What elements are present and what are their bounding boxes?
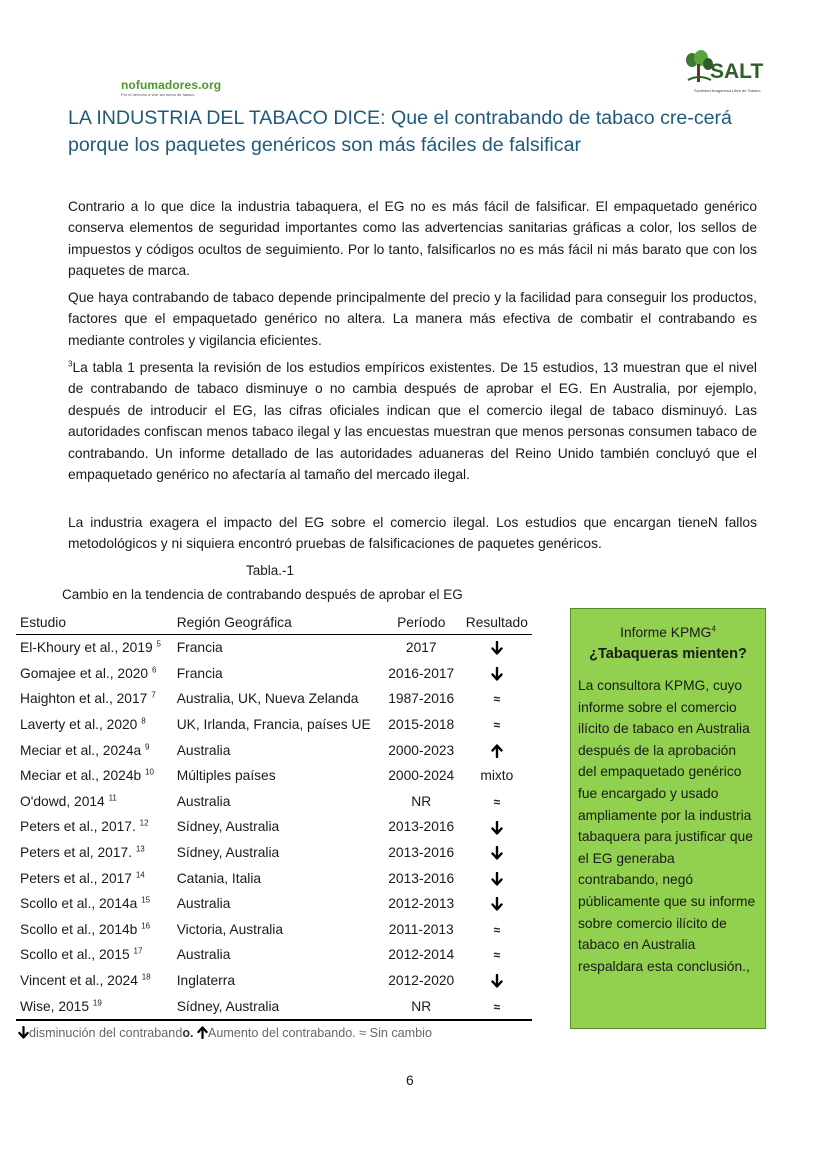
cell-region: Sídney, Australia	[177, 993, 381, 1020]
study-name: Peters et al., 2017	[20, 870, 132, 886]
study-footnote-ref: 7	[151, 690, 156, 700]
logo-tagline: Por el derecho a vivir sin humo de tabaco	[121, 92, 195, 97]
cell-period: 2013-2016	[388, 819, 455, 835]
result-text: ≈	[493, 794, 501, 809]
cell-result	[462, 763, 532, 789]
study-footnote-ref: 13	[135, 844, 145, 854]
result-text: ≈	[493, 718, 501, 733]
cell-result	[462, 686, 532, 712]
table-row	[16, 814, 532, 840]
salt-name: SALT	[710, 60, 764, 83]
table-subtitle: Cambio en la tendencia de contrabando después de aprobar el EG	[62, 587, 463, 602]
table-row	[16, 712, 532, 738]
cell-period: 2012-2014	[388, 947, 455, 963]
study-footnote-ref: 11	[108, 793, 117, 803]
cell-study	[16, 917, 177, 943]
table-row	[16, 891, 532, 917]
cell-period: 1987-2016	[388, 691, 455, 707]
cell-period: 2016-2017	[388, 665, 455, 681]
cell-region: Australia	[176, 793, 231, 809]
paragraph-3-footnote-ref: 3	[68, 359, 73, 369]
paragraph-4-text: La industria exagera el impacto del EG sobre el comercio ilegal. Los estudios que encargan tieneN fallos metodológicos y ni siquiera encontró pruebas de falsificaciones de paquetes genéricos.	[68, 515, 757, 552]
table-row	[16, 840, 532, 866]
arrow-down-icon	[18, 1026, 29, 1039]
study-name: Gomajee et al., 2020	[20, 665, 149, 681]
study-name: Meciar et al., 2024b	[20, 768, 142, 784]
study-name: Haighton et al., 2017	[20, 691, 148, 707]
paragraph-1	[68, 196, 757, 282]
cell-result	[462, 814, 532, 840]
arrow-down-icon	[491, 821, 503, 835]
arrow-down-icon	[491, 974, 503, 988]
table-row	[16, 993, 532, 1020]
sidebox-heading	[578, 623, 758, 643]
page-title: LA INDUSTRIA DEL TABACO DICE: Que el contrabando de tabaco cre-cerá porque los paquetes genéricos son más fáciles de falsificar	[68, 107, 732, 156]
header-period: Período	[381, 610, 462, 635]
study-name: Wise, 2015	[20, 998, 90, 1014]
result-text: mixto	[480, 768, 514, 784]
table-row	[16, 763, 532, 789]
table-row	[16, 737, 532, 763]
cell-region: Sídney, Australia	[176, 845, 280, 861]
cell-study	[16, 686, 177, 712]
nofumadores-logo	[121, 78, 221, 97]
cell-study	[16, 993, 177, 1020]
sidebox-footnote-ref: 4	[711, 624, 716, 634]
table-row	[16, 789, 532, 815]
study-name: Vincent et al., 2024	[20, 973, 138, 989]
cell-period: 2013-2016	[388, 845, 455, 861]
sidebox-text: La consultora KPMG, cuyo informe sobre el comercio ilícito de tabaco en Australia después de la aprobación del empaquetado genérico fue encargado y usado ampliamente por la industria tabaquera para justificar que el EG generaba contrabando, negó públicamente que su informe sobre comercio ilícito de tabaco en Australia respaldara esta conclusión.,	[578, 678, 756, 974]
result-text: ≈	[493, 999, 501, 1014]
cell-region: UK, Irlanda, Francia, países UE	[176, 717, 371, 733]
cell-study	[16, 840, 177, 866]
study-footnote-ref: 18	[141, 972, 151, 982]
cell-region: Múltiples países	[176, 768, 276, 784]
cell-region: Australia	[176, 947, 231, 963]
table-row	[16, 942, 532, 968]
cell-study	[16, 942, 177, 968]
study-footnote-ref: 15	[141, 895, 151, 905]
arrow-down-icon	[491, 872, 503, 886]
table-row	[16, 968, 532, 994]
study-name: Laverty et al., 2020	[20, 717, 138, 733]
table-row	[16, 661, 532, 687]
table-header-row	[16, 610, 532, 635]
study-footnote-ref: 14	[135, 870, 145, 880]
salt-logo	[684, 50, 779, 100]
paragraph-2	[68, 287, 757, 351]
sidebox-heading-text: Informe KPMG	[620, 625, 712, 640]
table-row	[16, 686, 532, 712]
study-footnote-ref: 8	[141, 716, 146, 726]
study-name: Peters et al, 2017.	[20, 845, 132, 861]
legend-increase: Aumento del contrabando.	[208, 1026, 356, 1040]
study-footnote-ref: 19	[92, 998, 102, 1008]
cell-period: 2012-2013	[388, 896, 455, 912]
study-footnote-ref: 12	[139, 818, 149, 828]
cell-region: Francia	[176, 665, 223, 681]
cell-result	[462, 635, 532, 661]
cell-region: Catania, Italia	[176, 870, 262, 886]
cell-period: 2011-2013	[388, 921, 454, 937]
cell-study	[16, 891, 177, 917]
study-name: Meciar et al., 2024a	[20, 742, 142, 758]
arrow-down-icon	[491, 897, 503, 911]
result-text: ≈	[493, 692, 501, 707]
cell-period: 2015-2018	[388, 717, 455, 733]
arrow-down-icon	[491, 641, 503, 655]
cell-result	[462, 942, 532, 968]
cell-period: 2017	[405, 640, 437, 656]
cell-period: NR	[381, 993, 462, 1020]
study-name: Scollo et al., 2014a	[20, 896, 138, 912]
cell-result	[462, 712, 532, 738]
study-name: El-Khoury et al., 2019	[20, 640, 153, 656]
paragraph-3	[68, 357, 757, 485]
cell-result	[462, 993, 532, 1020]
cell-study	[16, 635, 177, 661]
cell-period: NR	[411, 793, 432, 809]
study-footnote-ref: 5	[156, 639, 161, 649]
cell-region: Australia, UK, Nueva Zelanda	[176, 691, 359, 707]
kpmg-sidebox	[570, 608, 766, 1029]
cell-result	[462, 661, 532, 687]
table-row	[16, 917, 532, 943]
table-caption: Tabla.-1	[246, 563, 295, 578]
cell-result	[462, 968, 532, 994]
sidebox-question: ¿Tabaqueras mienten?	[589, 646, 747, 662]
study-name: Scollo et al., 2015	[20, 947, 130, 963]
paragraph-3-text: La tabla 1 presenta la revisión de los estudios empíricos existentes. De 15 estudios, 13 muestran que el nivel de contrabando de tabaco disminuye o no cambia después de aprobar el EG. En Australia, por ejemplo, después de introducir el EG, las cifras oficiales indican que el comercio ilegal de tabaco disminuyó. Las autoridades confiscan menos tabaco ilegal y las encuestas muestran que menos personas consumen tabaco de contrabando. Un informe detallado de las autoridades aduaneras del Reino Unido también concluyó que el empaquetado genérico no afectaría al tamaño del mercado ilegal.	[68, 360, 757, 483]
studies-table	[16, 610, 532, 1021]
salt-subtitle: Sociedad Aragonesa Libre de Tabaco	[694, 88, 761, 93]
study-footnote-ref: 9	[145, 742, 150, 752]
table-legend	[18, 1026, 432, 1040]
cell-result	[462, 917, 532, 943]
cell-result	[462, 737, 532, 763]
arrow-down-icon	[491, 846, 503, 860]
cell-result	[462, 891, 532, 917]
cell-region: Sídney, Australia	[176, 819, 280, 835]
paragraph-1-text: Contrario a lo que dice la industria tabaquera, el EG no es más fácil de falsificar. El empaquetado genérico conserva elementos de seguridad importantes como las advertencias sanitarias gráficas a color, los sellos de impuestos y códigos ocultos de seguimiento. Por lo tanto, falsificarlos no es más fácil ni más barato que con los paquetes de marca.	[68, 199, 757, 279]
cell-study	[16, 865, 177, 891]
study-name: Peters et al., 2017.	[20, 819, 136, 835]
study-name: O'dowd, 2014	[20, 793, 105, 809]
cell-study	[16, 712, 177, 738]
header-result: Resultado	[462, 610, 532, 635]
legend-nochange: ≈ Sin cambio	[359, 1026, 432, 1040]
cell-region: Australia	[176, 742, 231, 758]
cell-region: Francia	[176, 640, 223, 656]
header-study: Estudio	[16, 610, 177, 635]
cell-result	[462, 789, 532, 815]
study-footnote-ref: 6	[151, 665, 157, 675]
cell-result	[462, 865, 532, 891]
study-footnote-ref: 17	[133, 946, 143, 956]
cell-study	[16, 814, 177, 840]
study-name: Scollo et al., 2014b	[20, 921, 138, 937]
cell-region: Victoria, Australia	[176, 921, 284, 937]
cell-period: 2013-2016	[388, 870, 455, 886]
table-row	[16, 635, 532, 661]
paragraph-2-text: Que haya contrabando de tabaco depende principalmente del precio y la facilidad para conseguir los productos, factores que el empaquetado genérico no altera. La manera más efectiva de combatir el contrabando es mediante controles y vigilancia eficientes.	[68, 290, 757, 348]
arrow-up-icon	[197, 1026, 208, 1039]
cell-study	[16, 763, 177, 789]
cell-period: 2012-2020	[388, 973, 455, 989]
legend-decrease-end: o.	[182, 1026, 194, 1040]
cell-result	[462, 840, 532, 866]
result-text: ≈	[493, 922, 501, 937]
paragraph-4	[68, 512, 757, 555]
cell-study	[16, 661, 177, 687]
cell-study	[16, 968, 177, 994]
cell-study	[16, 789, 177, 815]
table-row	[16, 865, 532, 891]
study-footnote-ref: 10	[145, 767, 154, 777]
legend-decrease: disminución del contraband	[29, 1026, 183, 1040]
logo-brand-text: nofumadores.org	[121, 78, 222, 92]
cell-region: Inglaterra	[176, 973, 235, 989]
arrow-up-icon	[491, 744, 503, 758]
page-number: 6	[406, 1073, 414, 1088]
cell-study	[16, 737, 177, 763]
arrow-down-icon	[491, 667, 503, 681]
cell-region: Australia	[176, 896, 231, 912]
result-text: ≈	[493, 948, 501, 963]
study-footnote-ref: 16	[141, 921, 151, 931]
header-region: Región Geográfica	[177, 610, 381, 635]
cell-period: 2000-2024	[388, 768, 455, 784]
cell-period: 2000-2023	[388, 742, 455, 758]
